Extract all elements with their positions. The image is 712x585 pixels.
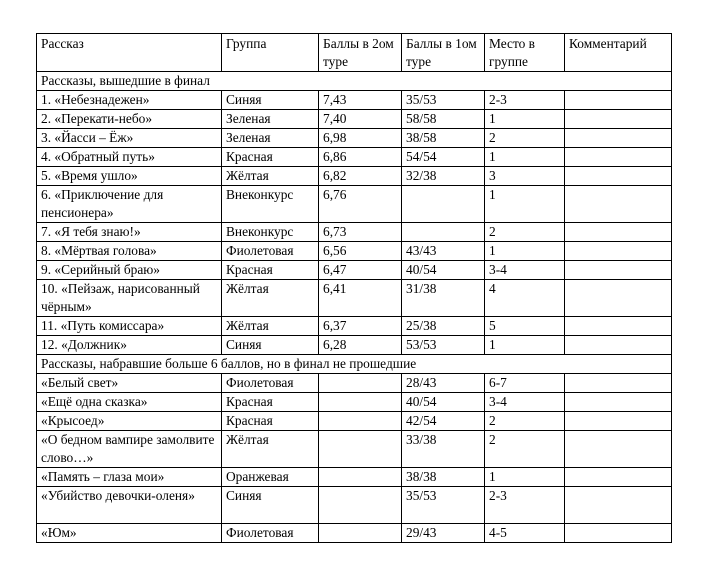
score1-cell: 32/38	[402, 167, 485, 186]
group-cell: Жёлтая	[222, 431, 319, 468]
story-cell: 10. «Пейзаж, нарисованный чёрным»	[37, 280, 222, 317]
score1-cell: 42/54	[402, 412, 485, 431]
score2-cell: 6,73	[319, 223, 402, 242]
group-cell: Синяя	[222, 91, 319, 110]
table-row	[37, 468, 672, 487]
score2-cell	[319, 393, 402, 412]
table-row	[37, 393, 672, 412]
story-cell: «Память – глаза мои»	[37, 468, 222, 487]
table-row	[37, 129, 672, 148]
story-cell: 12. «Должник»	[37, 336, 222, 355]
story-cell: «Ещё одна сказка»	[37, 393, 222, 412]
header-comment: Комментарий	[565, 34, 672, 72]
table-row	[37, 91, 672, 110]
score2-cell	[319, 468, 402, 487]
comment-cell	[565, 393, 672, 412]
place-cell: 1	[485, 242, 565, 261]
table-row	[37, 524, 672, 543]
comment-cell	[565, 129, 672, 148]
section1-title-row	[37, 72, 672, 91]
place-cell: 2	[485, 129, 565, 148]
table-row	[37, 412, 672, 431]
score2-cell	[319, 487, 402, 524]
comment-cell	[565, 487, 672, 524]
table-row	[37, 261, 672, 280]
score2-cell: 6,37	[319, 317, 402, 336]
score1-cell: 40/54	[402, 393, 485, 412]
score1-cell: 29/43	[402, 524, 485, 543]
score2-cell: 6,41	[319, 280, 402, 317]
place-cell: 5	[485, 317, 565, 336]
comment-cell	[565, 280, 672, 317]
group-cell: Красная	[222, 148, 319, 167]
comment-cell	[565, 91, 672, 110]
comment-cell	[565, 242, 672, 261]
score1-cell: 53/53	[402, 336, 485, 355]
table-row	[37, 317, 672, 336]
comment-cell	[565, 317, 672, 336]
group-cell: Зеленая	[222, 129, 319, 148]
story-cell: 7. «Я тебя знаю!»	[37, 223, 222, 242]
story-cell: 3. «Йасси – Ёж»	[37, 129, 222, 148]
group-cell: Красная	[222, 412, 319, 431]
header-story: Рассказ	[37, 34, 222, 72]
score2-cell	[319, 431, 402, 468]
score1-cell: 28/43	[402, 374, 485, 393]
comment-cell	[565, 374, 672, 393]
score2-cell: 6,76	[319, 186, 402, 223]
section2-title: Рассказы, набравшие больше 6 баллов, но в финал не прошедшие	[37, 355, 672, 374]
score2-cell	[319, 412, 402, 431]
group-cell: Фиолетовая	[222, 242, 319, 261]
place-cell: 1	[485, 336, 565, 355]
story-cell: 1. «Небезнадежен»	[37, 91, 222, 110]
group-cell: Зеленая	[222, 110, 319, 129]
story-cell: 2. «Перекати-небо»	[37, 110, 222, 129]
table-row	[37, 242, 672, 261]
header-row	[37, 34, 672, 72]
group-cell: Внеконкурс	[222, 186, 319, 223]
group-cell: Синяя	[222, 487, 319, 524]
story-cell: 6. «Приключение для пенсионера»	[37, 186, 222, 223]
group-cell: Синяя	[222, 336, 319, 355]
score2-cell: 6,28	[319, 336, 402, 355]
header-group: Группа	[222, 34, 319, 72]
table-row	[37, 110, 672, 129]
comment-cell	[565, 167, 672, 186]
place-cell: 3	[485, 167, 565, 186]
score2-cell: 6,47	[319, 261, 402, 280]
score2-cell: 7,43	[319, 91, 402, 110]
place-cell: 2	[485, 223, 565, 242]
comment-cell	[565, 148, 672, 167]
score1-cell	[402, 186, 485, 223]
comment-cell	[565, 110, 672, 129]
score1-cell: 31/38	[402, 280, 485, 317]
score2-cell: 6,98	[319, 129, 402, 148]
score1-cell: 54/54	[402, 148, 485, 167]
comment-cell	[565, 223, 672, 242]
place-cell: 3-4	[485, 261, 565, 280]
score2-cell	[319, 374, 402, 393]
place-cell: 1	[485, 148, 565, 167]
score2-cell: 6,82	[319, 167, 402, 186]
header-score2: Баллы в 2ом туре	[319, 34, 402, 72]
header-place: Место в группе	[485, 34, 565, 72]
story-cell: 8. «Мёртвая голова»	[37, 242, 222, 261]
comment-cell	[565, 336, 672, 355]
story-cell: «Юм»	[37, 524, 222, 543]
place-cell: 3-4	[485, 393, 565, 412]
comment-cell	[565, 524, 672, 543]
group-cell: Оранжевая	[222, 468, 319, 487]
story-cell: 5. «Время ушло»	[37, 167, 222, 186]
group-cell: Фиолетовая	[222, 374, 319, 393]
section2-title-row	[37, 355, 672, 374]
score1-cell: 40/54	[402, 261, 485, 280]
story-cell: 11. «Путь комиссара»	[37, 317, 222, 336]
story-cell: 9. «Серийный браю»	[37, 261, 222, 280]
score1-cell: 25/38	[402, 317, 485, 336]
comment-cell	[565, 186, 672, 223]
score2-cell: 6,86	[319, 148, 402, 167]
header-score1: Баллы в 1ом туре	[402, 34, 485, 72]
comment-cell	[565, 412, 672, 431]
score2-cell	[319, 524, 402, 543]
score1-cell: 58/58	[402, 110, 485, 129]
table-row	[37, 280, 672, 317]
place-cell: 1	[485, 186, 565, 223]
group-cell: Внеконкурс	[222, 223, 319, 242]
score1-cell	[402, 223, 485, 242]
place-cell: 2	[485, 431, 565, 468]
group-cell: Жёлтая	[222, 167, 319, 186]
group-cell: Красная	[222, 393, 319, 412]
table-row	[37, 148, 672, 167]
section1-title: Рассказы, вышедшие в финал	[37, 72, 672, 91]
score2-cell: 7,40	[319, 110, 402, 129]
score1-cell: 38/38	[402, 468, 485, 487]
place-cell: 1	[485, 468, 565, 487]
results-table	[36, 33, 672, 543]
group-cell: Жёлтая	[222, 317, 319, 336]
table-row	[37, 223, 672, 242]
table-row	[37, 487, 672, 524]
story-cell: «Белый свет»	[37, 374, 222, 393]
score2-cell: 6,56	[319, 242, 402, 261]
place-cell: 4-5	[485, 524, 565, 543]
place-cell: 2-3	[485, 487, 565, 524]
story-cell: «О бедном вампире замолвите слово…»	[37, 431, 222, 468]
score1-cell: 33/38	[402, 431, 485, 468]
story-cell: «Убийство девочки-оленя»	[37, 487, 222, 524]
group-cell: Фиолетовая	[222, 524, 319, 543]
comment-cell	[565, 431, 672, 468]
story-cell: «Крысоед»	[37, 412, 222, 431]
comment-cell	[565, 261, 672, 280]
story-cell: 4. «Обратный путь»	[37, 148, 222, 167]
table-row	[37, 167, 672, 186]
place-cell: 1	[485, 110, 565, 129]
place-cell: 4	[485, 280, 565, 317]
score1-cell: 35/53	[402, 91, 485, 110]
place-cell: 2	[485, 412, 565, 431]
place-cell: 6-7	[485, 374, 565, 393]
table-row	[37, 431, 672, 468]
score1-cell: 35/53	[402, 487, 485, 524]
table-row	[37, 186, 672, 223]
score1-cell: 43/43	[402, 242, 485, 261]
comment-cell	[565, 468, 672, 487]
group-cell: Жёлтая	[222, 280, 319, 317]
table-row	[37, 374, 672, 393]
score1-cell: 38/58	[402, 129, 485, 148]
table-row	[37, 336, 672, 355]
place-cell: 2-3	[485, 91, 565, 110]
group-cell: Красная	[222, 261, 319, 280]
